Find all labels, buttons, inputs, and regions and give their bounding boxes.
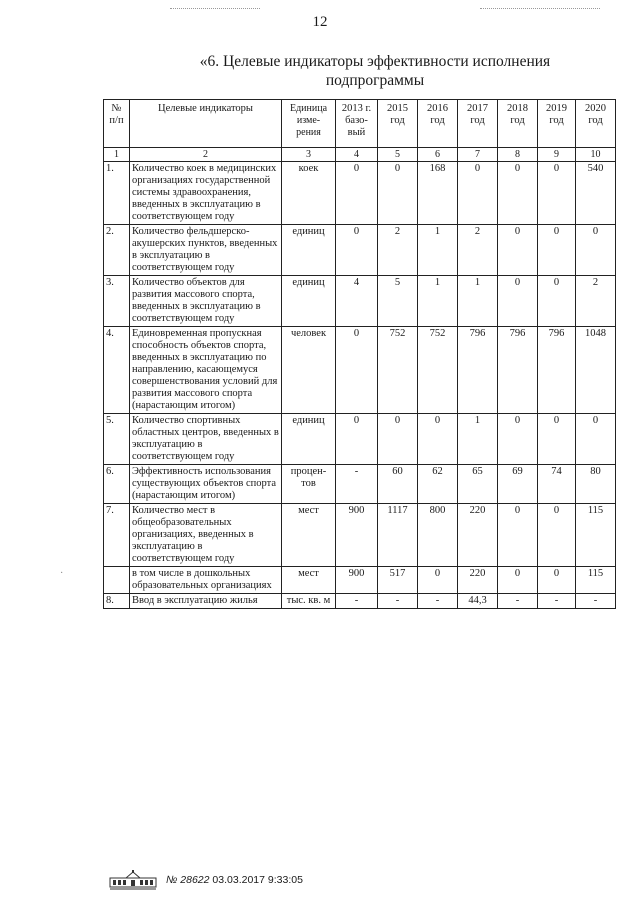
value-cell: 800 <box>418 504 458 567</box>
value-cell: - <box>498 594 538 609</box>
unit-cell: мест <box>282 567 336 594</box>
value-cell: - <box>336 594 378 609</box>
value-cell: 0 <box>498 567 538 594</box>
indicators-table <box>103 99 616 609</box>
value-cell: 796 <box>498 327 538 414</box>
unit-cell: тыс. кв. м <box>282 594 336 609</box>
value-cell: 900 <box>336 504 378 567</box>
value-cell: 2 <box>576 276 616 327</box>
row-number: 5. <box>104 414 130 465</box>
scan-noise-top <box>170 8 260 10</box>
value-cell: 4 <box>336 276 378 327</box>
value-cell: 1 <box>458 414 498 465</box>
column-number: 8 <box>498 148 538 162</box>
header-2013: 2013 г. базо- вый <box>336 100 378 148</box>
value-cell: 0 <box>336 327 378 414</box>
value-cell: 752 <box>378 327 418 414</box>
header-2015: 2015 год <box>378 100 418 148</box>
column-number: 7 <box>458 148 498 162</box>
header-row <box>104 100 616 148</box>
value-cell: 0 <box>538 414 576 465</box>
header-indicator: Целевые индикаторы <box>130 100 282 148</box>
column-number: 5 <box>378 148 418 162</box>
value-cell: 80 <box>576 465 616 504</box>
value-cell: 0 <box>378 414 418 465</box>
value-cell: 1 <box>458 276 498 327</box>
column-number: 3 <box>282 148 336 162</box>
value-cell: - <box>336 465 378 504</box>
indicator-name: Количество коек в медицинских организациях государственной системы здравоохранения, введенных в эксплуатацию в соответствующем году <box>130 162 282 225</box>
value-cell: 0 <box>498 162 538 225</box>
table-row <box>104 276 616 327</box>
table-row <box>104 414 616 465</box>
value-cell: 60 <box>378 465 418 504</box>
value-cell: 0 <box>498 276 538 327</box>
column-number: 2 <box>130 148 282 162</box>
value-cell: 44,3 <box>458 594 498 609</box>
header-2016: 2016 год <box>418 100 458 148</box>
page-title: «6. Целевые индикаторы эффективности исполнения подпрограммы <box>199 53 551 89</box>
value-cell: 74 <box>538 465 576 504</box>
footer <box>108 868 303 892</box>
value-cell: 0 <box>576 414 616 465</box>
value-cell: 1 <box>418 225 458 276</box>
value-cell: 0 <box>538 276 576 327</box>
indicator-name: Количество объектов для развития массового спорта, введенных в эксплуатацию в соответствующем году <box>130 276 282 327</box>
value-cell: 0 <box>538 162 576 225</box>
value-cell: 1 <box>418 276 458 327</box>
indicator-name: Ввод в эксплуатацию жилья <box>130 594 282 609</box>
indicator-name: Количество спортивных областных центров, введенных в эксплуатацию в соответствующем году <box>130 414 282 465</box>
building-stamp-icon <box>108 869 158 891</box>
value-cell: - <box>378 594 418 609</box>
unit-cell: единиц <box>282 225 336 276</box>
row-number: 8. <box>104 594 130 609</box>
scan-noise-top-right <box>480 8 600 10</box>
header-unit: Единица изме- рения <box>282 100 336 148</box>
value-cell: 796 <box>538 327 576 414</box>
unit-cell: единиц <box>282 414 336 465</box>
row-number: 1. <box>104 162 130 225</box>
table-row <box>104 327 616 414</box>
value-cell: 540 <box>576 162 616 225</box>
unit-cell: человек <box>282 327 336 414</box>
unit-cell: единиц <box>282 276 336 327</box>
value-cell: 796 <box>458 327 498 414</box>
value-cell: 0 <box>538 504 576 567</box>
row-number: 3. <box>104 276 130 327</box>
value-cell: 0 <box>498 414 538 465</box>
value-cell: 0 <box>418 567 458 594</box>
value-cell: 0 <box>418 414 458 465</box>
value-cell: 0 <box>336 225 378 276</box>
table-row <box>104 465 616 504</box>
unit-cell: мест <box>282 504 336 567</box>
column-number: 10 <box>576 148 616 162</box>
row-number <box>104 567 130 594</box>
value-cell: 0 <box>498 225 538 276</box>
table-row <box>104 567 616 594</box>
table-row <box>104 162 616 225</box>
value-cell: 220 <box>458 567 498 594</box>
value-cell: 0 <box>498 504 538 567</box>
doc-timestamp: 03.03.2017 9:33:05 <box>212 874 303 886</box>
value-cell: 65 <box>458 465 498 504</box>
row-number: 2. <box>104 225 130 276</box>
value-cell: 115 <box>576 567 616 594</box>
value-cell: 69 <box>498 465 538 504</box>
indicator-name: Количество фельдшерско-акушерских пунктов, введенных в эксплуатацию в соответствующем году <box>130 225 282 276</box>
column-number: 1 <box>104 148 130 162</box>
value-cell: 0 <box>458 162 498 225</box>
table-row <box>104 594 616 609</box>
value-cell: 900 <box>336 567 378 594</box>
document-registration <box>166 874 303 886</box>
indicator-name: в том числе в дошкольных образовательных организациях <box>130 567 282 594</box>
header-2019: 2019 год <box>538 100 576 148</box>
header-num: № п/п <box>104 100 130 148</box>
value-cell: - <box>418 594 458 609</box>
margin-mark: · <box>60 568 64 579</box>
value-cell: 517 <box>378 567 418 594</box>
value-cell: 5 <box>378 276 418 327</box>
value-cell: - <box>576 594 616 609</box>
row-number: 7. <box>104 504 130 567</box>
indicator-name: Единовременная пропускная способность объектов спорта, введенных в эксплуатацию по направлению, касающемуся совершенствования условий для развития массового спорта (нарастающим итогом) <box>130 327 282 414</box>
value-cell: 0 <box>378 162 418 225</box>
table-row <box>104 504 616 567</box>
value-cell: - <box>538 594 576 609</box>
table-row <box>104 225 616 276</box>
value-cell: 2 <box>378 225 418 276</box>
column-number: 6 <box>418 148 458 162</box>
value-cell: 220 <box>458 504 498 567</box>
value-cell: 2 <box>458 225 498 276</box>
header-2018: 2018 год <box>498 100 538 148</box>
value-cell: 0 <box>538 225 576 276</box>
value-cell: 1048 <box>576 327 616 414</box>
value-cell: 752 <box>418 327 458 414</box>
column-number-row <box>104 148 616 162</box>
value-cell: 0 <box>576 225 616 276</box>
indicator-name: Эффективность использования существующих объектов спорта (нарастающим итогом) <box>130 465 282 504</box>
column-number: 4 <box>336 148 378 162</box>
indicator-name: Количество мест в общеобразовательных организациях, введенных в эксплуатацию в соответствующем году <box>130 504 282 567</box>
unit-cell: процен- тов <box>282 465 336 504</box>
value-cell: 62 <box>418 465 458 504</box>
doc-number: № 28622 <box>166 874 210 886</box>
header-2020: 2020 год <box>576 100 616 148</box>
value-cell: 0 <box>538 567 576 594</box>
value-cell: 168 <box>418 162 458 225</box>
page-number: 12 <box>312 14 328 30</box>
column-number: 9 <box>538 148 576 162</box>
value-cell: 1117 <box>378 504 418 567</box>
value-cell: 115 <box>576 504 616 567</box>
value-cell: 0 <box>336 162 378 225</box>
value-cell: 0 <box>336 414 378 465</box>
unit-cell: коек <box>282 162 336 225</box>
row-number: 4. <box>104 327 130 414</box>
header-2017: 2017 год <box>458 100 498 148</box>
row-number: 6. <box>104 465 130 504</box>
